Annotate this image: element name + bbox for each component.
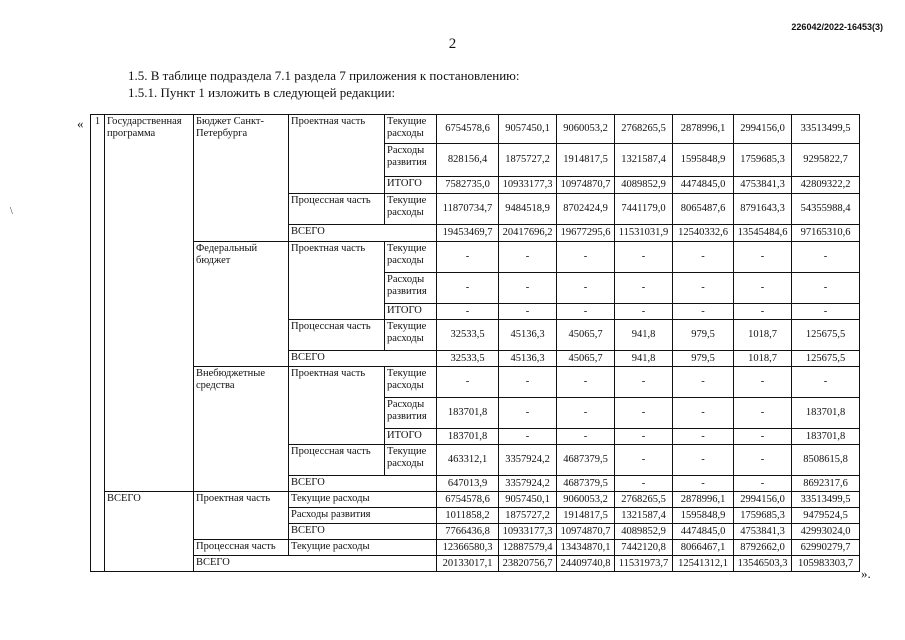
value-cell: - xyxy=(615,476,673,492)
value-cell: 647013,9 xyxy=(437,476,499,492)
value-cell: - xyxy=(615,273,673,304)
value-cell: - xyxy=(673,367,734,398)
value-cell: - xyxy=(499,273,557,304)
value-cell: - xyxy=(557,367,615,398)
vsego-label: ВСЕГО xyxy=(289,524,437,540)
value-cell: 1914817,5 xyxy=(557,508,615,524)
value-cell: 7766436,8 xyxy=(437,524,499,540)
value-cell: 1914817,5 xyxy=(557,144,615,177)
value-cell: 941,8 xyxy=(615,320,673,351)
value-cell: 32533,5 xyxy=(437,351,499,367)
value-cell: 1875727,2 xyxy=(499,508,557,524)
value-cell: 1595848,9 xyxy=(673,144,734,177)
value-cell: 19453469,7 xyxy=(437,225,499,242)
row-number: 1 xyxy=(91,115,105,572)
budget-federal-label: Федеральный бюджет xyxy=(194,242,289,367)
value-cell: 20417696,2 xyxy=(499,225,557,242)
value-cell: 4687379,5 xyxy=(557,476,615,492)
value-cell: - xyxy=(437,273,499,304)
value-cell: 54355988,4 xyxy=(792,194,860,225)
value-cell: 11531031,9 xyxy=(615,225,673,242)
document-number: 226042/2022-16453(3) xyxy=(791,22,883,32)
value-cell: 8692317,6 xyxy=(792,476,860,492)
value-cell: 3357924,2 xyxy=(499,445,557,476)
value-cell: 9060053,2 xyxy=(557,492,615,508)
value-cell: - xyxy=(615,445,673,476)
value-cell: - xyxy=(792,273,860,304)
value-cell: - xyxy=(499,367,557,398)
funding-table xyxy=(90,114,860,572)
value-cell: 125675,5 xyxy=(792,320,860,351)
value-cell: - xyxy=(673,429,734,445)
value-cell: - xyxy=(734,367,792,398)
value-cell: 183701,8 xyxy=(792,398,860,429)
value-cell: - xyxy=(673,273,734,304)
value-cell: 10933177,3 xyxy=(499,177,557,194)
margin-mark: \ xyxy=(10,206,13,217)
value-cell: 8508615,8 xyxy=(792,445,860,476)
value-cell: - xyxy=(615,398,673,429)
value-cell: 2994156,0 xyxy=(734,492,792,508)
value-cell: 979,5 xyxy=(673,320,734,351)
value-cell: - xyxy=(557,429,615,445)
value-cell: 45065,7 xyxy=(557,351,615,367)
value-cell: 23820756,7 xyxy=(499,556,557,572)
value-cell: 19677295,6 xyxy=(557,225,615,242)
value-cell: 10974870,7 xyxy=(557,177,615,194)
value-cell: 97165310,6 xyxy=(792,225,860,242)
grand-total-label: ВСЕГО xyxy=(105,492,194,572)
value-cell: 7582735,0 xyxy=(437,177,499,194)
value-cell: - xyxy=(673,304,734,320)
value-cell: - xyxy=(734,242,792,273)
current-expenses-label: Текущие расходы xyxy=(385,320,437,351)
value-cell: 6754578,6 xyxy=(437,115,499,144)
value-cell: - xyxy=(734,273,792,304)
table-row xyxy=(91,115,860,144)
value-cell: 1759685,3 xyxy=(734,144,792,177)
value-cell: 10933177,3 xyxy=(499,524,557,540)
current-expenses-label: Текущие расходы xyxy=(385,445,437,476)
value-cell: - xyxy=(673,445,734,476)
value-cell: 828156,4 xyxy=(437,144,499,177)
value-cell: 2768265,5 xyxy=(615,492,673,508)
value-cell: - xyxy=(673,476,734,492)
vsego-label: ВСЕГО xyxy=(194,556,437,572)
value-cell: 2878996,1 xyxy=(673,492,734,508)
development-expenses-label: Расходы развития xyxy=(385,273,437,304)
value-cell: 13546503,3 xyxy=(734,556,792,572)
value-cell: 1011858,2 xyxy=(437,508,499,524)
value-cell: 62990279,7 xyxy=(792,540,860,556)
value-cell: - xyxy=(615,367,673,398)
value-cell: 9479524,5 xyxy=(792,508,860,524)
value-cell: 183701,8 xyxy=(437,429,499,445)
value-cell: 2768265,5 xyxy=(615,115,673,144)
value-cell: 9060053,2 xyxy=(557,115,615,144)
value-cell: 11531973,7 xyxy=(615,556,673,572)
value-cell: 10974870,7 xyxy=(557,524,615,540)
value-cell: 1875727,2 xyxy=(499,144,557,177)
value-cell: 4089852,9 xyxy=(615,524,673,540)
value-cell: 1321587,4 xyxy=(615,144,673,177)
value-cell: 2878996,1 xyxy=(673,115,734,144)
table-row xyxy=(91,367,860,398)
value-cell: 12541312,1 xyxy=(673,556,734,572)
process-part-label: Процессная часть xyxy=(289,194,385,225)
value-cell: 4474845,0 xyxy=(673,524,734,540)
value-cell: - xyxy=(499,398,557,429)
value-cell: 941,8 xyxy=(615,351,673,367)
value-cell: 9484518,9 xyxy=(499,194,557,225)
offbudget-label: Внебюджетные средства xyxy=(194,367,289,492)
value-cell: 1018,7 xyxy=(734,351,792,367)
value-cell: 1759685,3 xyxy=(734,508,792,524)
value-cell: 32533,5 xyxy=(437,320,499,351)
value-cell: - xyxy=(437,304,499,320)
value-cell: 6754578,6 xyxy=(437,492,499,508)
value-cell: - xyxy=(734,476,792,492)
value-cell: 13434870,1 xyxy=(557,540,615,556)
value-cell: 9057450,1 xyxy=(499,115,557,144)
value-cell: 3357924,2 xyxy=(499,476,557,492)
value-cell: 979,5 xyxy=(673,351,734,367)
value-cell: 24409740,8 xyxy=(557,556,615,572)
project-part-label: Проектная часть xyxy=(289,115,385,194)
amendment-paragraph: 1.5. В таблице подраздела 7.1 раздела 7 приложения к постановлению: xyxy=(128,68,520,83)
current-expenses-label: Текущие расходы xyxy=(385,242,437,273)
vsego-label: ВСЕГО xyxy=(289,225,437,242)
value-cell: 13545484,6 xyxy=(734,225,792,242)
value-cell: 11870734,7 xyxy=(437,194,499,225)
value-cell: 9295822,7 xyxy=(792,144,860,177)
value-cell: 9057450,1 xyxy=(499,492,557,508)
value-cell: 2994156,0 xyxy=(734,115,792,144)
current-expenses-label: Текущие расходы xyxy=(385,115,437,144)
value-cell: 12887579,4 xyxy=(499,540,557,556)
value-cell: - xyxy=(673,398,734,429)
development-expenses-label: Расходы развития xyxy=(289,508,437,524)
value-cell: 45065,7 xyxy=(557,320,615,351)
value-cell: 7441179,0 xyxy=(615,194,673,225)
table-row xyxy=(91,492,860,508)
value-cell: - xyxy=(734,304,792,320)
table-row xyxy=(91,242,860,273)
page-number: 2 xyxy=(448,36,457,52)
table-row xyxy=(91,540,860,556)
value-cell: - xyxy=(557,273,615,304)
value-cell: 105983303,7 xyxy=(792,556,860,572)
value-cell: - xyxy=(557,304,615,320)
value-cell: 8702424,9 xyxy=(557,194,615,225)
itogo-label: ИТОГО xyxy=(385,304,437,320)
value-cell: 4753841,3 xyxy=(734,177,792,194)
value-cell: 4687379,5 xyxy=(557,445,615,476)
value-cell: - xyxy=(734,429,792,445)
value-cell: 4753841,3 xyxy=(734,524,792,540)
value-cell: 125675,5 xyxy=(792,351,860,367)
value-cell: - xyxy=(557,242,615,273)
value-cell: 1595848,9 xyxy=(673,508,734,524)
process-part-label: Процессная часть xyxy=(289,320,385,351)
value-cell: 33513499,5 xyxy=(792,115,860,144)
value-cell: - xyxy=(615,242,673,273)
process-part-label: Процессная часть xyxy=(194,540,289,556)
value-cell: 8065487,6 xyxy=(673,194,734,225)
value-cell: - xyxy=(499,429,557,445)
value-cell: 20133017,1 xyxy=(437,556,499,572)
value-cell: 33513499,5 xyxy=(792,492,860,508)
value-cell: 42809322,2 xyxy=(792,177,860,194)
value-cell: 8791643,3 xyxy=(734,194,792,225)
vsego-label: ВСЕГО xyxy=(289,351,437,367)
value-cell: 1018,7 xyxy=(734,320,792,351)
value-cell: 42993024,0 xyxy=(792,524,860,540)
value-cell: 7442120,8 xyxy=(615,540,673,556)
vsego-label: ВСЕГО xyxy=(289,476,437,492)
value-cell: - xyxy=(615,304,673,320)
development-expenses-label: Расходы развития xyxy=(385,398,437,429)
value-cell: - xyxy=(734,445,792,476)
itogo-label: ИТОГО xyxy=(385,429,437,445)
value-cell: - xyxy=(437,242,499,273)
value-cell: 12366580,3 xyxy=(437,540,499,556)
value-cell: 45136,3 xyxy=(499,320,557,351)
project-part-label: Проектная часть xyxy=(194,492,289,540)
project-part-label: Проектная часть xyxy=(289,367,385,445)
value-cell: - xyxy=(557,398,615,429)
value-cell: 4474845,0 xyxy=(673,177,734,194)
value-cell: 45136,3 xyxy=(499,351,557,367)
table-row xyxy=(91,556,860,572)
value-cell: 4089852,9 xyxy=(615,177,673,194)
value-cell: - xyxy=(792,242,860,273)
itogo-label: ИТОГО xyxy=(385,177,437,194)
budget-spb-label: Бюджет Санкт-Петербурга xyxy=(194,115,289,242)
current-expenses-label: Текущие расходы xyxy=(385,194,437,225)
project-part-label: Проектная часть xyxy=(289,242,385,320)
value-cell: 183701,8 xyxy=(437,398,499,429)
program-label: Государственная программа xyxy=(105,115,194,492)
closing-quote: ». xyxy=(861,566,871,581)
value-cell: - xyxy=(792,367,860,398)
value-cell: - xyxy=(792,304,860,320)
current-expenses-label: Текущие расходы xyxy=(289,540,437,556)
value-cell: - xyxy=(499,304,557,320)
process-part-label: Процессная часть xyxy=(289,445,385,476)
value-cell: - xyxy=(673,242,734,273)
value-cell: 1321587,4 xyxy=(615,508,673,524)
amendment-subparagraph: 1.5.1. Пункт 1 изложить в следующей редакции: xyxy=(128,85,396,100)
development-expenses-label: Расходы развития xyxy=(385,144,437,177)
value-cell: 463312,1 xyxy=(437,445,499,476)
current-expenses-label: Текущие расходы xyxy=(385,367,437,398)
value-cell: 8792662,0 xyxy=(734,540,792,556)
value-cell: 8066467,1 xyxy=(673,540,734,556)
opening-quote: « xyxy=(77,116,84,131)
value-cell: - xyxy=(437,367,499,398)
value-cell: - xyxy=(499,242,557,273)
value-cell: 12540332,6 xyxy=(673,225,734,242)
value-cell: - xyxy=(734,398,792,429)
current-expenses-label: Текущие расходы xyxy=(289,492,437,508)
value-cell: 183701,8 xyxy=(792,429,860,445)
value-cell: - xyxy=(615,429,673,445)
